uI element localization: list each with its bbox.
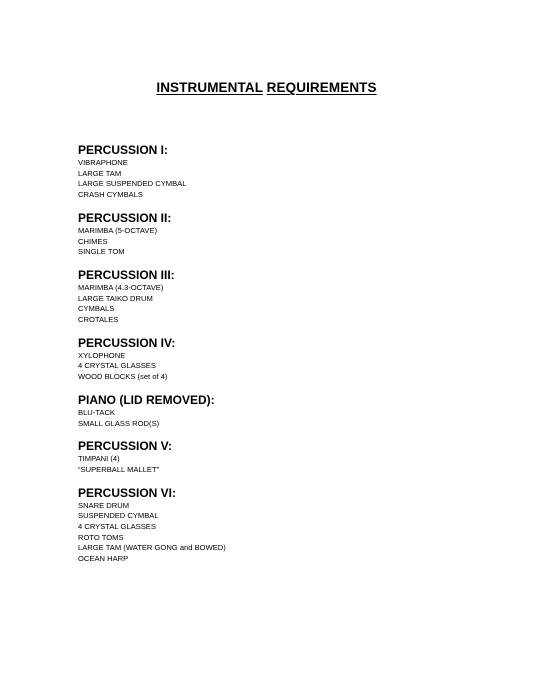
section-heading: PERCUSSION I:: [78, 143, 169, 157]
section-percussion-2: [78, 211, 498, 258]
section-heading: PERCUSSION III:: [78, 267, 175, 282]
list-item: SUSPENDED CYMBAL: [78, 511, 159, 521]
list-item: BLU-TACK: [78, 407, 115, 417]
instrument-list: [78, 283, 498, 326]
list-item: “SUPERBALL MALLET”: [78, 464, 160, 474]
instrument-list: [78, 501, 498, 565]
list-item: CHIMES: [78, 236, 108, 246]
instrument-list: [78, 226, 498, 258]
list-item: 4 CRYSTAL GLASSES: [78, 522, 156, 532]
list-item: CRASH CYMBALS: [78, 190, 143, 200]
section-heading: PERCUSSION VI:: [78, 485, 177, 500]
section-heading: PERCUSSION II:: [78, 210, 172, 225]
instrument-list: [78, 158, 498, 201]
section-percussion-1: [78, 143, 498, 201]
requirements-content: [78, 143, 498, 575]
section-piano: [78, 393, 498, 429]
list-item: LARGE TAIKO DRUM: [78, 293, 153, 303]
section-percussion-6: [78, 486, 498, 565]
list-item: LARGE TAM: [78, 168, 122, 178]
list-item: SNARE DRUM: [78, 500, 130, 510]
list-item: MARIMBA (4.3-OCTAVE): [78, 282, 164, 292]
list-item: OCEAN HARP: [78, 554, 129, 564]
section-heading: PIANO (LID REMOVED):: [78, 392, 215, 407]
list-item: CROTALES: [78, 315, 119, 325]
instrument-list: [78, 408, 498, 429]
section-percussion-3: [78, 268, 498, 326]
list-item: VIBRAPHONE: [78, 158, 128, 167]
list-item: MARIMBA (5-OCTAVE): [78, 225, 158, 235]
list-item: 4 CRYSTAL GLASSES: [78, 361, 156, 371]
list-item: SMALL GLASS ROD(S): [78, 418, 160, 428]
list-item: LARGE TAM (WATER GONG and BOWED): [78, 543, 226, 553]
list-item: TIMPANI (4): [78, 454, 120, 464]
section-percussion-5: [78, 439, 498, 475]
section-percussion-4: [78, 336, 498, 383]
instrument-list: [78, 454, 498, 475]
page-title: [0, 80, 533, 95]
instrument-list: [78, 351, 498, 383]
list-item: ROTO TOMS: [78, 532, 124, 542]
section-heading: PERCUSSION IV:: [78, 335, 176, 350]
list-item: WOOD BLOCKS (set of 4): [78, 372, 168, 382]
section-heading: PERCUSSION V:: [78, 439, 173, 454]
list-item: CYMBALS: [78, 304, 115, 314]
list-item: LARGE SUSPENDED CYMBAL: [78, 179, 187, 189]
list-item: SINGLE TOM: [78, 247, 125, 257]
page-title-part-1: INSTRUMENTAL: [156, 80, 263, 95]
list-item: XYLOPHONE: [78, 350, 126, 360]
page-title-part-2: REQUIREMENTS: [266, 80, 377, 95]
